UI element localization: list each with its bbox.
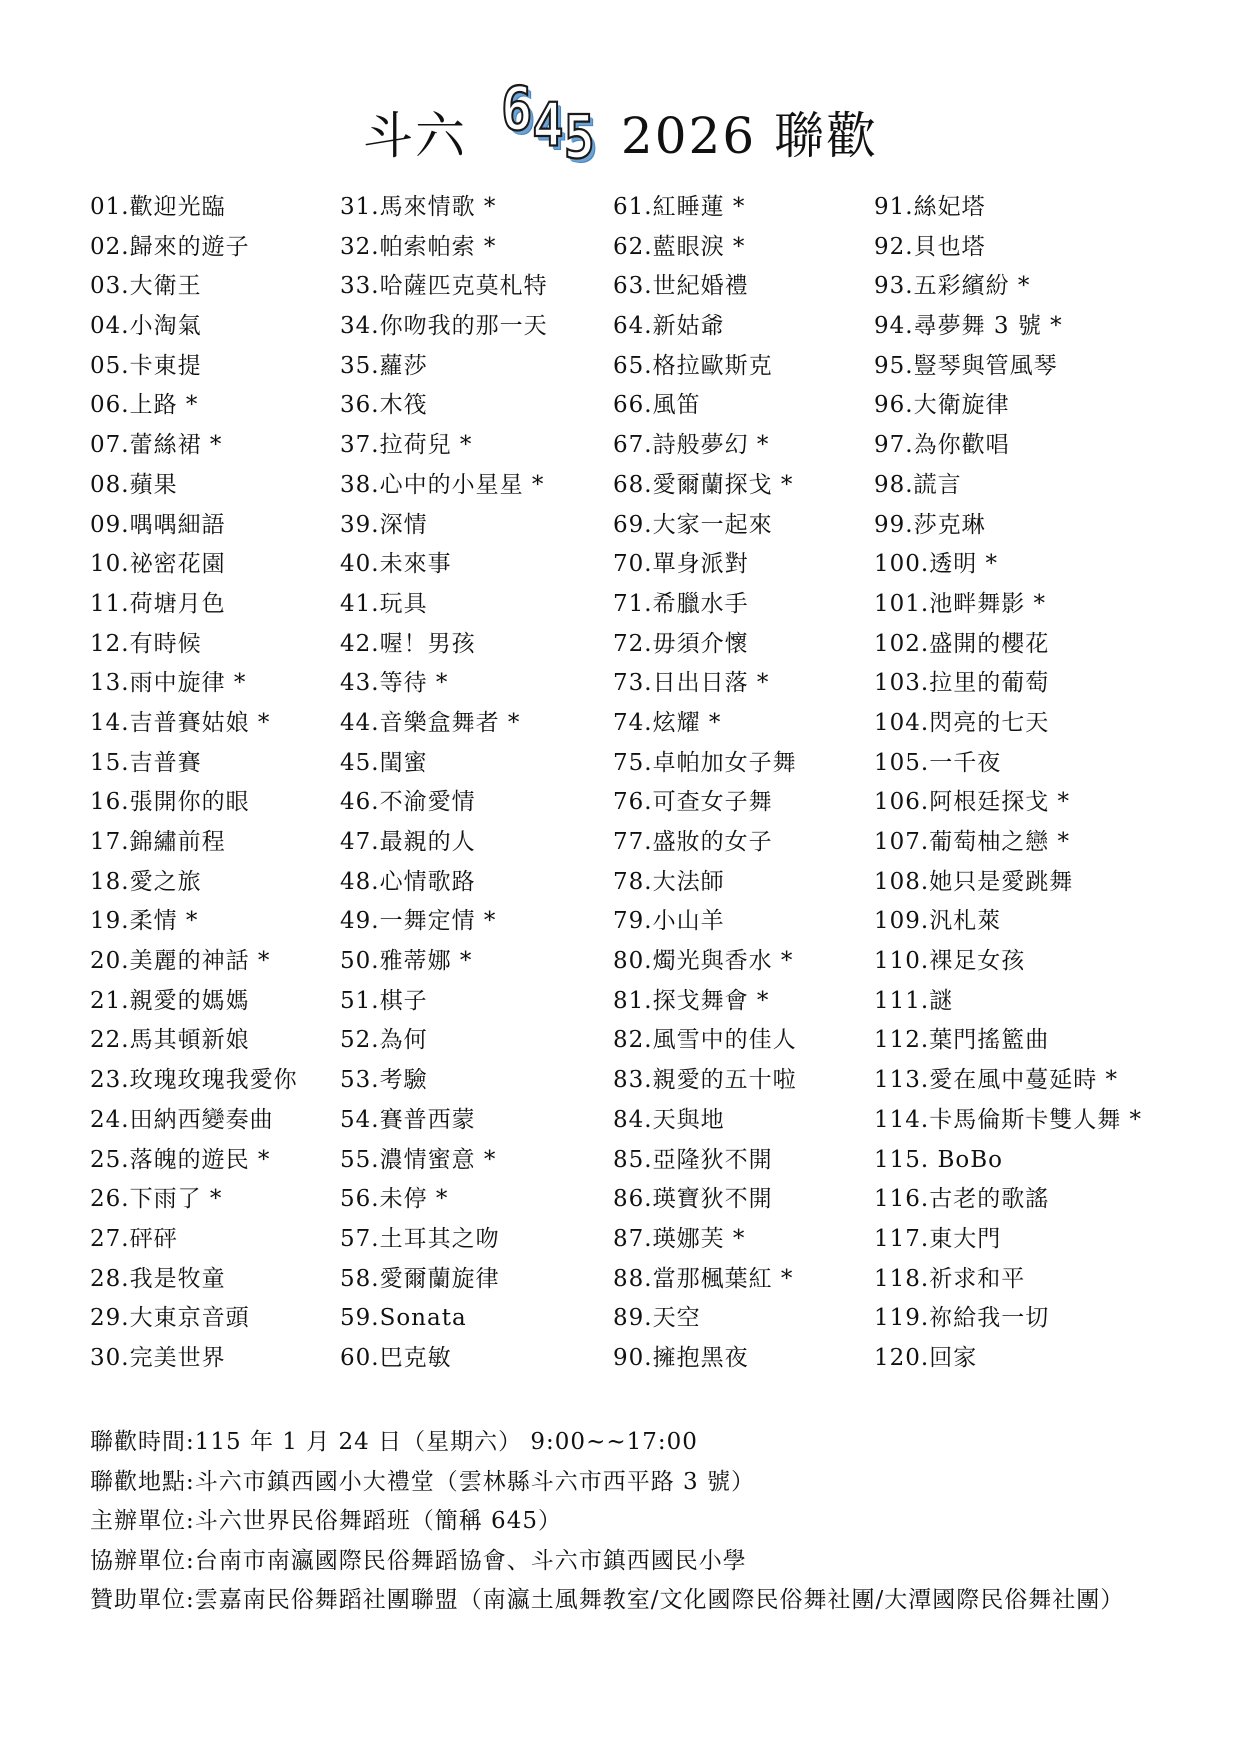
- song-item: 47.最親的人: [340, 829, 476, 855]
- song-item: 30.完美世界: [90, 1344, 226, 1371]
- song-item: 31.馬來情歌 *: [340, 194, 497, 220]
- song-item: 81.探戈舞會 *: [613, 987, 770, 1014]
- song-item: 18.愛之旅: [90, 868, 202, 895]
- song-item: 119.祢給我一切: [874, 1305, 1050, 1332]
- song-item: 49.一舞定情 *: [340, 908, 497, 935]
- song-item: 25.落魄的遊民 *: [90, 1146, 271, 1173]
- song-item: 54.賽普西蒙: [340, 1106, 476, 1133]
- song-item: 89.天空: [613, 1305, 701, 1332]
- song-item: 79.小山羊: [613, 908, 725, 935]
- song-item: 35.蘿莎: [340, 352, 428, 379]
- song-item: 29.大東京音頭: [90, 1305, 250, 1332]
- song-column-2: [340, 188, 548, 1379]
- song-item: 42.喔！男孩: [340, 630, 476, 657]
- song-item: 72.毋須介懷: [613, 630, 749, 657]
- song-item: 10.祕密花園: [90, 551, 226, 578]
- song-item: 100.透明 *: [874, 551, 999, 578]
- song-item: 17.錦繡前程: [90, 829, 226, 855]
- event-time: 聯歡時間:115 年 1 月 24 日（星期六） 9:00~~17:00: [90, 1429, 698, 1455]
- song-item: 69.大家一起來: [613, 511, 773, 538]
- title-prefix: 斗六: [362, 107, 467, 165]
- song-item: 112.葉門搖籃曲: [874, 1027, 1050, 1054]
- song-item: 73.日出日落 *: [613, 670, 770, 697]
- song-item: 40.未來事: [340, 551, 452, 578]
- song-item: 23.玫瑰玫瑰我愛你: [90, 1067, 298, 1094]
- song-item: 50.雅蒂娜 *: [340, 948, 473, 975]
- song-item: 52.為何: [340, 1027, 428, 1054]
- song-item: 97.為你歡唱: [874, 432, 1010, 459]
- song-item: 37.拉荷兒 *: [340, 432, 473, 459]
- song-item: 93.五彩繽紛 *: [874, 273, 1031, 300]
- song-item: 91.絲妃塔: [874, 194, 986, 220]
- song-item: 60.巴克敏: [340, 1344, 452, 1371]
- song-item: 44.音樂盒舞者 *: [340, 709, 521, 736]
- song-item: 19.柔情 *: [90, 908, 199, 935]
- song-item: 66.風笛: [613, 392, 701, 419]
- song-item: 77.盛妝的女子: [613, 829, 773, 855]
- song-item: 48.心情歌路: [340, 868, 476, 895]
- song-item: 80.燭光與香水 *: [613, 948, 794, 975]
- song-column-1: [90, 188, 298, 1379]
- song-item: 22.馬其頓新娘: [90, 1027, 250, 1054]
- song-item: 36.木筏: [340, 392, 428, 419]
- event-info: [90, 1423, 1124, 1621]
- song-item: 90.擁抱黑夜: [613, 1344, 749, 1371]
- song-item: 58.愛爾蘭旋律: [340, 1265, 500, 1292]
- song-item: 26.下雨了 *: [90, 1186, 223, 1213]
- song-item: 55.濃情蜜意 *: [340, 1146, 497, 1173]
- song-item: 70.單身派對: [613, 551, 749, 578]
- song-item: 43.等待 *: [340, 670, 449, 697]
- song-item: 85.亞隆狄不開: [613, 1146, 773, 1173]
- song-item: 107.葡萄柚之戀 *: [874, 829, 1071, 855]
- song-item: 06.上路 *: [90, 392, 199, 419]
- song-item: 110.裸足女孩: [874, 948, 1026, 975]
- song-item: 98.謊言: [874, 471, 962, 498]
- song-item: 08.蘋果: [90, 471, 178, 498]
- song-item: 27.砰砰: [90, 1225, 178, 1252]
- song-item: 46.不渝愛情: [340, 789, 476, 816]
- song-item: 95.豎琴與管風琴: [874, 352, 1058, 379]
- song-item: 11.荷塘月色: [90, 590, 226, 617]
- song-item: 62.藍眼淚 *: [613, 233, 746, 260]
- title-suffix: 2026 聯歡: [620, 107, 879, 165]
- song-column-4: [874, 188, 1142, 1379]
- song-item: 86.瑛寶狄不開: [613, 1186, 773, 1213]
- song-item: 96.大衛旋律: [874, 392, 1010, 419]
- song-item: 57.土耳其之吻: [340, 1225, 500, 1252]
- song-item: 99.莎克琳: [874, 511, 986, 538]
- song-item: 115. BoBo: [874, 1146, 1004, 1173]
- song-item: 39.深情: [340, 511, 428, 538]
- song-item: 09.喁喁細語: [90, 511, 226, 538]
- song-item: 20.美麗的神話 *: [90, 948, 271, 975]
- song-item: 75.卓帕加女子舞: [613, 749, 797, 776]
- song-item: 51.棋子: [340, 987, 428, 1014]
- song-item: 101.池畔舞影 *: [874, 590, 1047, 617]
- organizer: 主辦單位:斗六世界民俗舞蹈班（簡稱 645）: [90, 1508, 562, 1534]
- song-item: 103.拉里的葡萄: [874, 670, 1050, 697]
- song-item: 02.歸來的遊子: [90, 233, 250, 260]
- song-item: 102.盛開的櫻花: [874, 630, 1050, 657]
- song-item: 34.你吻我的那一天: [340, 313, 548, 340]
- sponsor: 贊助單位:雲嘉南民俗舞蹈社團聯盟（南瀛土風舞教室/文化國際民俗舞社團/大潭國際民俗舞社團）: [90, 1587, 1125, 1613]
- song-item: 106.阿根廷探戈 *: [874, 789, 1071, 816]
- song-item: 21.親愛的媽媽: [90, 987, 250, 1014]
- song-item: 24.田納西變奏曲: [90, 1106, 274, 1133]
- song-item: 45.閨蜜: [340, 749, 428, 776]
- song-item: 13.雨中旋律 *: [90, 670, 247, 697]
- song-item: 63.世紀婚禮: [613, 273, 749, 300]
- song-item: 59.Sonata: [340, 1305, 467, 1332]
- song-item: 32.帕索帕索 *: [340, 233, 497, 260]
- song-item: 108.她只是愛跳舞: [874, 868, 1074, 895]
- song-item: 105.一千夜: [874, 749, 1002, 776]
- song-item: 01.歡迎光臨: [90, 194, 226, 220]
- song-item: 61.紅睡蓮 *: [613, 194, 746, 220]
- song-item: 64.新姑爺: [613, 313, 725, 340]
- song-item: 71.希臘水手: [613, 590, 749, 617]
- song-item: 12.有時候: [90, 630, 202, 657]
- song-item: 113.愛在風中蔓延時 *: [874, 1067, 1119, 1094]
- song-item: 67.詩般夢幻 *: [613, 432, 770, 459]
- song-item: 111.謎: [874, 987, 954, 1014]
- song-item: 05.卡東提: [90, 352, 202, 379]
- song-item: 16.張開你的眼: [90, 789, 250, 816]
- song-item: 33.哈薩匹克莫札特: [340, 273, 548, 300]
- song-item: 82.風雪中的佳人: [613, 1027, 797, 1054]
- song-item: 78.大法師: [613, 868, 725, 895]
- song-item: 114.卡馬倫斯卡雙人舞 *: [874, 1106, 1143, 1133]
- song-item: 117.東大門: [874, 1225, 1002, 1252]
- song-item: 38.心中的小星星 *: [340, 471, 545, 498]
- song-item: 74.炫耀 *: [613, 709, 722, 736]
- song-item: 68.愛爾蘭探戈 *: [613, 471, 794, 498]
- song-item: 07.蕾絲裙 *: [90, 432, 223, 459]
- song-item: 03.大衛王: [90, 273, 202, 300]
- song-item: 118.祈求和平: [874, 1265, 1026, 1292]
- song-item: 53.考驗: [340, 1067, 428, 1094]
- song-item: 109.汎札萊: [874, 908, 1002, 935]
- song-item: 83.親愛的五十啦: [613, 1067, 797, 1094]
- song-item: 104.閃亮的七天: [874, 709, 1050, 736]
- song-item: 15.吉普賽: [90, 749, 202, 776]
- song-item: 56.未停 *: [340, 1186, 449, 1213]
- song-item: 88.當那楓葉紅 *: [613, 1265, 794, 1292]
- song-item: 92.貝也塔: [874, 233, 986, 260]
- event-venue: 聯歡地點:斗六市鎮西國小大禮堂（雲林縣斗六市西平路 3 號）: [90, 1468, 756, 1495]
- song-item: 120.回家: [874, 1344, 978, 1371]
- page-title: [0, 75, 1241, 176]
- song-item: 87.瑛娜芙 *: [613, 1225, 746, 1252]
- song-item: 04.小淘氣: [90, 313, 202, 340]
- song-item: 65.格拉歐斯克: [613, 352, 773, 379]
- song-item: 28.我是牧童: [90, 1265, 226, 1292]
- song-item: 41.玩具: [340, 590, 428, 617]
- song-column-3: [613, 188, 797, 1379]
- song-item: 84.天與地: [613, 1106, 725, 1133]
- song-item: 76.可查女子舞: [613, 789, 773, 816]
- song-item: 94.尋夢舞 3 號 *: [874, 313, 1063, 340]
- song-item: 14.吉普賽姑娘 *: [90, 709, 271, 736]
- song-item: 116.古老的歌謠: [874, 1186, 1050, 1213]
- co-organizer: 協辦單位:台南市南瀛國際民俗舞蹈協會、斗六市鎮西國民小學: [90, 1547, 747, 1574]
- logo-645: 645: [500, 75, 595, 173]
